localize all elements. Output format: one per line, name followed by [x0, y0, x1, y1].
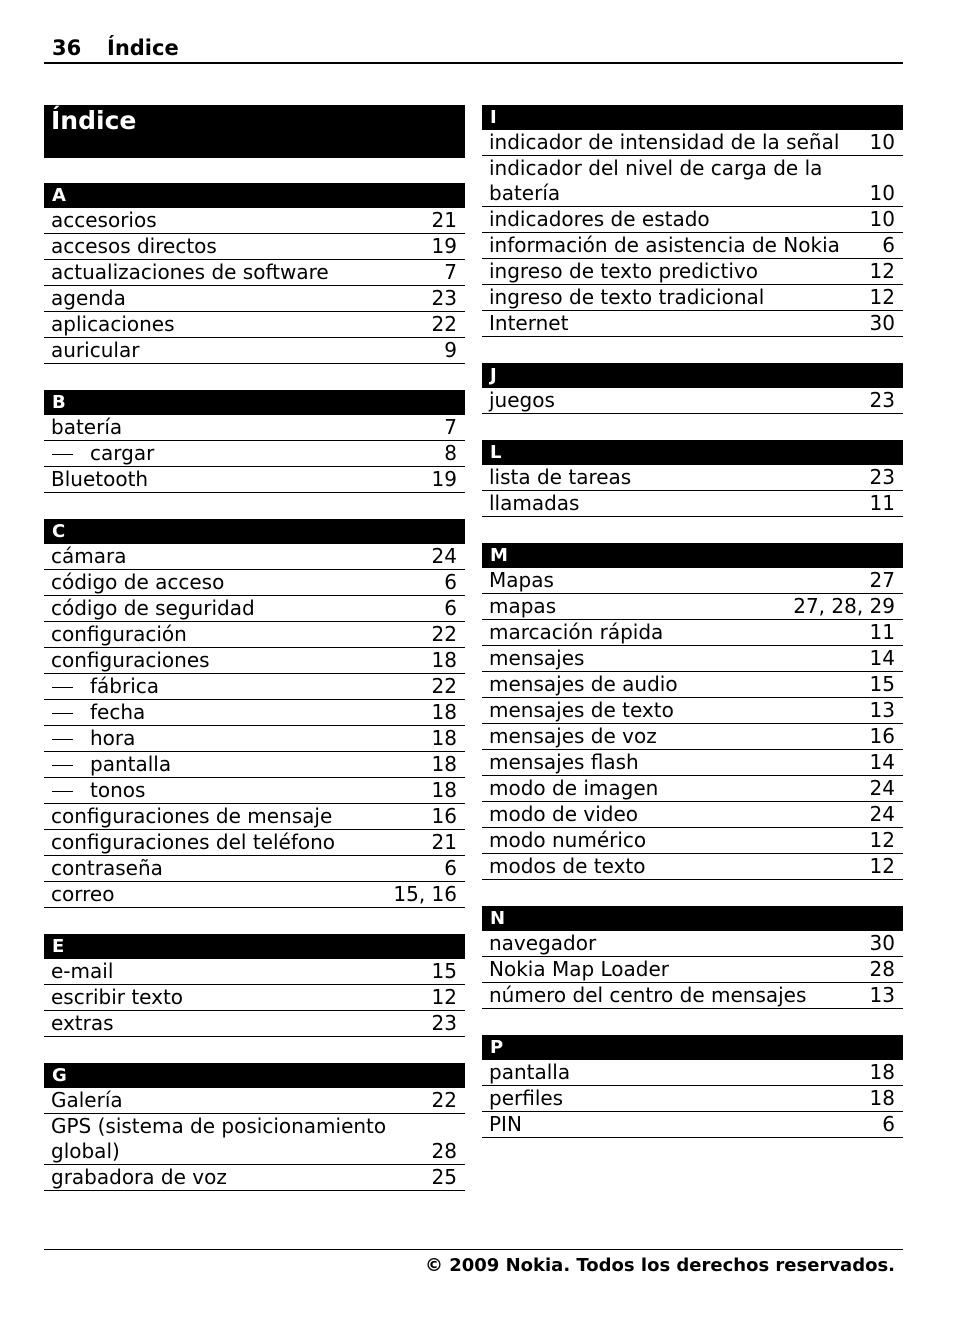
entry-term: mensajes de voz	[489, 724, 657, 748]
index-entry	[482, 750, 903, 776]
entry-term: GPS (sistema de posicionamiento global)	[51, 1114, 387, 1163]
entry-term: ingreso de texto tradicional	[489, 285, 765, 309]
index-entry	[482, 1112, 903, 1138]
entry-page-ref: 25	[431, 1165, 457, 1189]
entry-term: Mapas	[489, 568, 554, 592]
section-letter: M	[482, 543, 903, 568]
index-entry	[44, 415, 465, 441]
entry-term: configuraciones del teléfono	[51, 830, 336, 854]
entry-term: navegador	[489, 931, 597, 955]
right-sections	[482, 105, 903, 1138]
index-subentry	[44, 752, 465, 778]
index-entry	[44, 260, 465, 286]
entry-page-ref: 18	[431, 726, 457, 750]
index-entry	[44, 830, 465, 856]
index-entry	[482, 698, 903, 724]
entry-page-ref: 14	[869, 646, 895, 670]
index-entry	[482, 1086, 903, 1112]
index-entry	[482, 594, 903, 620]
entry-term: indicadores de estado	[489, 207, 710, 231]
entry-page-ref: 18	[431, 778, 457, 802]
entry-term: número del centro de mensajes	[489, 983, 807, 1007]
entry-page-ref: 23	[431, 286, 457, 310]
entry-term: juegos	[489, 388, 555, 412]
running-title: Índice	[107, 36, 179, 60]
section-letter: E	[44, 934, 465, 959]
index-entry	[482, 802, 903, 828]
entry-page-ref: 12	[869, 828, 895, 852]
page-number: 36	[52, 36, 82, 60]
entry-term: aplicaciones	[51, 312, 175, 336]
entry-term: agenda	[51, 286, 126, 310]
index-entry	[44, 1114, 465, 1165]
entry-page-ref: 22	[431, 312, 457, 336]
entry-term: modo de video	[489, 802, 638, 826]
index-entry	[482, 983, 903, 1009]
index-subentry	[44, 726, 465, 752]
index-entry	[44, 286, 465, 312]
entry-term: marcación rápida	[489, 620, 664, 644]
entry-page-ref: 28	[431, 1139, 457, 1163]
entry-page-ref: 28	[869, 957, 895, 981]
index-entry	[482, 156, 903, 207]
entry-page-ref: 9	[444, 338, 457, 362]
entry-page-ref: 18	[869, 1060, 895, 1084]
entry-page-ref: 24	[869, 802, 895, 826]
index-entry	[44, 1088, 465, 1114]
entry-term: accesorios	[51, 208, 157, 232]
index-entry	[482, 957, 903, 983]
entry-page-ref: 24	[431, 544, 457, 568]
index-entry	[482, 568, 903, 594]
index-entry	[44, 467, 465, 493]
entry-term: configuración	[51, 622, 187, 646]
index-section	[44, 519, 465, 908]
entry-term: cámara	[51, 544, 127, 568]
entry-page-ref: 12	[869, 854, 895, 878]
index-entry	[482, 233, 903, 259]
section-letter: C	[44, 519, 465, 544]
entry-term: Galería	[51, 1088, 123, 1112]
entry-page-ref: 15	[869, 672, 895, 696]
entry-page-ref: 16	[869, 724, 895, 748]
index-entry	[482, 931, 903, 957]
entry-term: modo de imagen	[489, 776, 659, 800]
section-letter: L	[482, 440, 903, 465]
index-section	[44, 183, 465, 364]
entry-term: contraseña	[51, 856, 163, 880]
index-column-right	[482, 105, 903, 1164]
left-sections	[44, 183, 465, 1191]
entry-term: modo numérico	[489, 828, 647, 852]
index-entry	[482, 724, 903, 750]
entry-term: Nokia Map Loader	[489, 957, 670, 981]
index-entry	[44, 234, 465, 260]
index-section	[44, 1063, 465, 1191]
index-section	[482, 906, 903, 1009]
entry-page-ref: 18	[869, 1086, 895, 1110]
index-entry	[482, 776, 903, 802]
page-header	[44, 34, 903, 64]
entry-page-ref: 10	[869, 181, 895, 205]
index-entry	[44, 985, 465, 1011]
entry-page-ref: 15	[431, 959, 457, 983]
entry-page-ref: 30	[869, 931, 895, 955]
entry-page-ref: 22	[431, 674, 457, 698]
entry-page-ref: 16	[431, 804, 457, 828]
entry-page-ref: 13	[869, 983, 895, 1007]
index-entry	[44, 959, 465, 985]
entry-term: fábrica	[51, 674, 432, 699]
index-entry	[44, 338, 465, 364]
entry-term: escribir texto	[51, 985, 184, 1009]
entry-term: indicador de intensidad de la señal	[489, 130, 840, 154]
entry-page-ref: 23	[431, 1011, 457, 1035]
index-subentry	[44, 674, 465, 700]
index-entry	[44, 544, 465, 570]
entry-page-ref: 22	[431, 622, 457, 646]
index-subentry	[44, 441, 465, 467]
index-entry	[44, 804, 465, 830]
entry-page-ref: 11	[869, 491, 895, 515]
entry-term: configuraciones de mensaje	[51, 804, 333, 828]
entry-page-ref: 27	[869, 568, 895, 592]
entry-term: PIN	[489, 1112, 522, 1136]
entry-page-ref: 19	[431, 234, 457, 258]
entry-page-ref: 13	[869, 698, 895, 722]
entry-term: información de asistencia de Nokia	[489, 233, 840, 257]
section-letter: N	[482, 906, 903, 931]
index-subentry	[44, 778, 465, 804]
index-entry	[44, 208, 465, 234]
index-section	[482, 363, 903, 414]
index-entry	[44, 648, 465, 674]
index-section	[482, 105, 903, 337]
entry-term: batería	[51, 415, 123, 439]
section-letter: A	[44, 183, 465, 208]
index-entry	[44, 570, 465, 596]
entry-term: Internet	[489, 311, 569, 335]
entry-term: mensajes de texto	[489, 698, 674, 722]
section-letter: B	[44, 390, 465, 415]
index-entry	[482, 130, 903, 156]
entry-page-ref: 19	[431, 467, 457, 491]
entry-page-ref: 10	[869, 130, 895, 154]
index-section	[44, 390, 465, 493]
entry-page-ref: 22	[431, 1088, 457, 1112]
entry-page-ref: 12	[431, 985, 457, 1009]
entry-page-ref: 6	[444, 596, 457, 620]
entry-page-ref: 11	[869, 620, 895, 644]
entry-term: modos de texto	[489, 854, 646, 878]
index-entry	[44, 856, 465, 882]
index-entry	[482, 491, 903, 517]
index-section	[482, 1035, 903, 1138]
entry-page-ref: 18	[431, 752, 457, 776]
entry-page-ref: 7	[444, 260, 457, 284]
entry-page-ref: 7	[444, 415, 457, 439]
index-entry	[482, 388, 903, 414]
index-entry	[482, 672, 903, 698]
entry-term: lista de tareas	[489, 465, 632, 489]
entry-page-ref: 10	[869, 207, 895, 231]
entry-page-ref: 30	[869, 311, 895, 335]
entry-term: grabadora de voz	[51, 1165, 227, 1189]
entry-term: indicador del nivel de carga de la batería	[489, 156, 823, 205]
entry-page-ref: 23	[869, 388, 895, 412]
index-title: Índice	[44, 105, 465, 158]
entry-page-ref: 6	[882, 1112, 895, 1136]
index-entry	[482, 465, 903, 491]
entry-page-ref: 6	[444, 570, 457, 594]
index-entry	[482, 285, 903, 311]
entry-page-ref: 18	[431, 700, 457, 724]
index-entry	[482, 620, 903, 646]
index-entry	[44, 882, 465, 908]
entry-term: accesos directos	[51, 234, 217, 258]
entry-term: perfiles	[489, 1086, 564, 1110]
entry-term: fecha	[51, 700, 432, 725]
copyright-footer: © 2009 Nokia. Todos los derechos reservados.	[44, 1249, 903, 1276]
section-letter: I	[482, 105, 903, 130]
entry-term: hora	[51, 726, 432, 751]
section-letter: J	[482, 363, 903, 388]
index-entry	[482, 207, 903, 233]
entry-page-ref: 21	[431, 830, 457, 854]
index-entry	[44, 1011, 465, 1037]
entry-term: Bluetooth	[51, 467, 149, 491]
entry-page-ref: 6	[882, 233, 895, 257]
index-entry	[44, 1165, 465, 1191]
entry-page-ref: 8	[444, 441, 457, 465]
entry-term: cargar	[51, 441, 444, 466]
index-entry	[482, 311, 903, 337]
entry-term: mensajes	[489, 646, 585, 670]
entry-page-ref: 24	[869, 776, 895, 800]
index-entry	[482, 646, 903, 672]
index-entry	[482, 828, 903, 854]
entry-term: mensajes de audio	[489, 672, 678, 696]
entry-term: extras	[51, 1011, 114, 1035]
entry-page-ref: 14	[869, 750, 895, 774]
entry-page-ref: 18	[431, 648, 457, 672]
index-subentry	[44, 700, 465, 726]
index-entry	[482, 1060, 903, 1086]
entry-term: ingreso de texto predictivo	[489, 259, 758, 283]
section-letter: P	[482, 1035, 903, 1060]
entry-term: pantalla	[51, 752, 432, 777]
entry-term: mensajes flash	[489, 750, 639, 774]
entry-page-ref: 15, 16	[393, 882, 457, 906]
entry-term: correo	[51, 882, 115, 906]
index-entry	[44, 596, 465, 622]
index-section	[44, 934, 465, 1037]
entry-term: pantalla	[489, 1060, 571, 1084]
entry-page-ref: 12	[869, 259, 895, 283]
entry-term: llamadas	[489, 491, 580, 515]
index-entry	[44, 312, 465, 338]
entry-term: código de acceso	[51, 570, 225, 594]
entry-page-ref: 12	[869, 285, 895, 309]
index-entry	[482, 854, 903, 880]
entry-term: código de seguridad	[51, 596, 255, 620]
entry-page-ref: 27, 28, 29	[793, 594, 895, 618]
index-entry	[482, 259, 903, 285]
entry-page-ref: 6	[444, 856, 457, 880]
entry-term: auricular	[51, 338, 140, 362]
entry-term: configuraciones	[51, 648, 210, 672]
index-section	[482, 543, 903, 880]
entry-term: mapas	[489, 594, 557, 618]
entry-term: e-mail	[51, 959, 114, 983]
section-letter: G	[44, 1063, 465, 1088]
entry-page-ref: 23	[869, 465, 895, 489]
entry-page-ref: 21	[431, 208, 457, 232]
entry-term: tonos	[51, 778, 432, 803]
index-column-left	[44, 105, 465, 1217]
index-section	[482, 440, 903, 517]
entry-term: actualizaciones de software	[51, 260, 329, 284]
index-entry	[44, 622, 465, 648]
